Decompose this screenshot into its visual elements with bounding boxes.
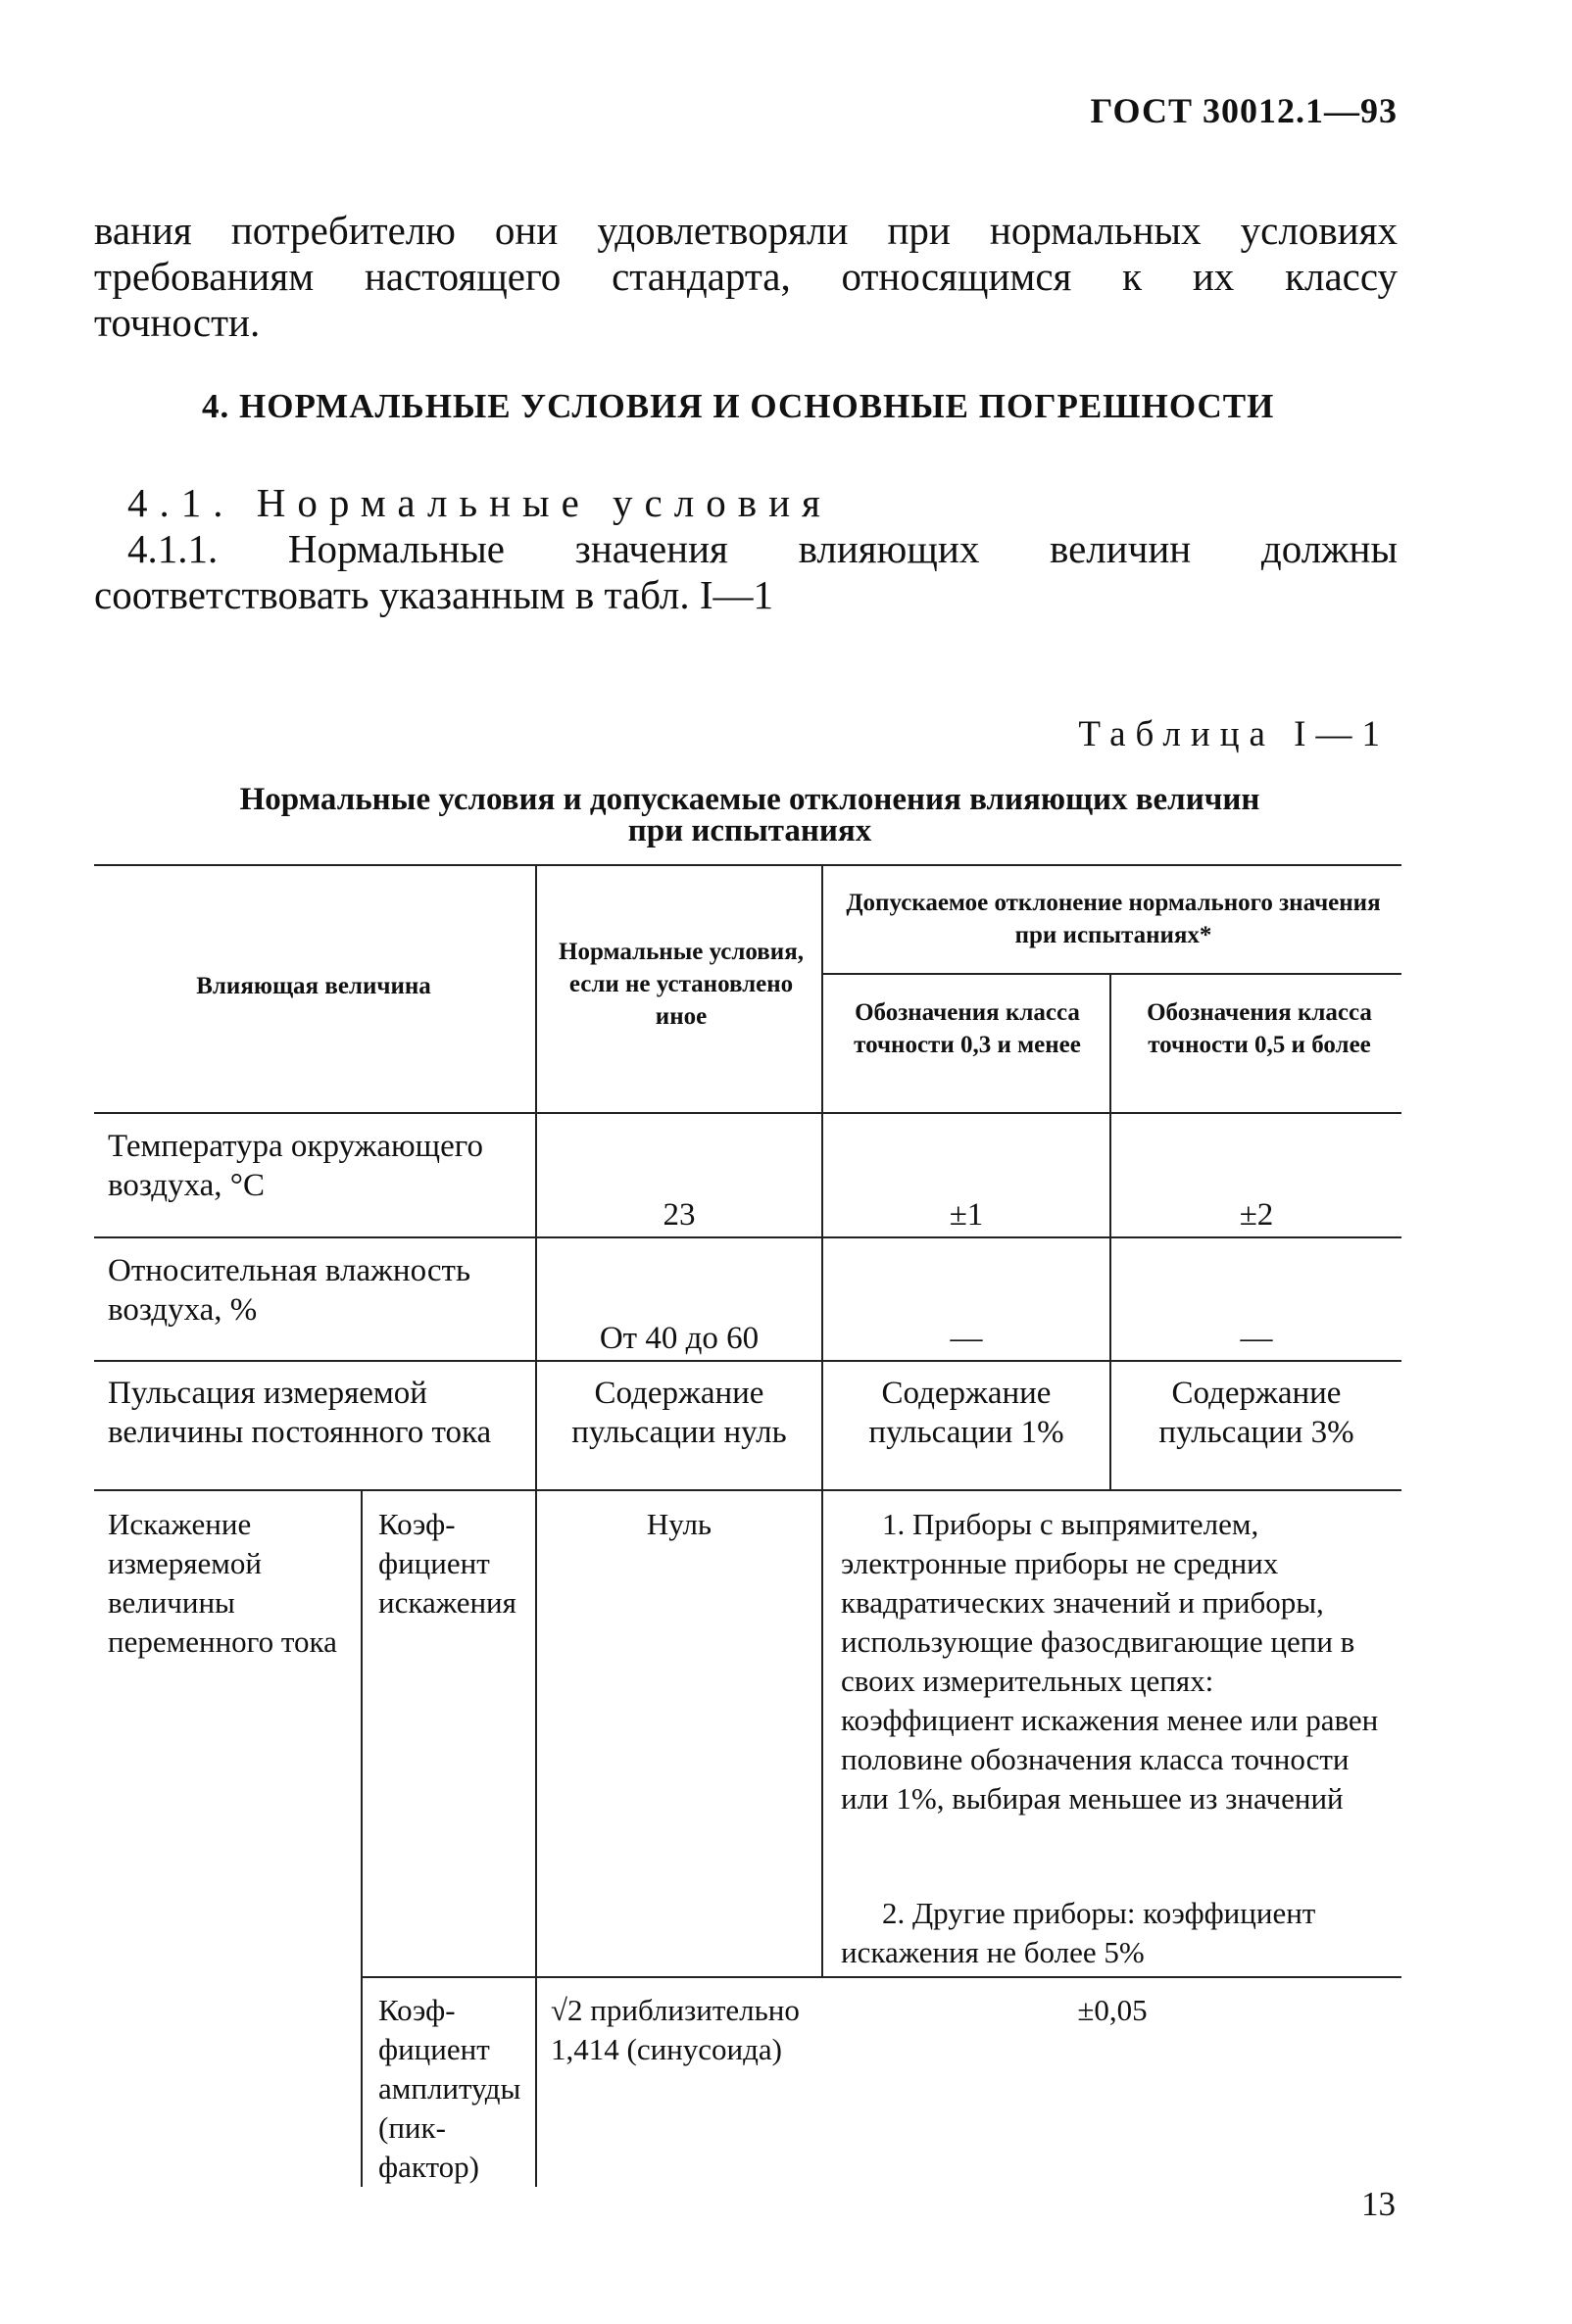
row-distortion-sub2-name: Коэффициент амплитуды (пикфактор): [378, 1993, 521, 2184]
row-rule-4: [361, 1976, 1401, 1978]
row-humidity-dev-low: —: [950, 1321, 983, 1356]
row-distortion-sub1-name: Коэффициент искажения: [378, 1507, 516, 1620]
header-class-low: Обозначения класса точности 0,3 и менее: [854, 999, 1081, 1058]
header-normal: Нормальные условия, если не установлено иное: [559, 939, 804, 1030]
col-rule-sub: [361, 1489, 363, 2187]
row-distortion-sub2-dev: ±0,05: [1077, 1993, 1148, 2027]
table-caption: [98, 784, 1401, 847]
row-distortion-name: Искажение измеряемой величины переменного тока: [108, 1507, 337, 1659]
row-temperature-normal: 23: [663, 1197, 696, 1233]
row-rule-1: [94, 1236, 1401, 1238]
header-bottom-rule: [94, 1112, 1401, 1114]
row-temperature-dev-high: ±2: [1239, 1197, 1274, 1233]
col-rule-2: [821, 864, 823, 1976]
page-number: 13: [1361, 2185, 1396, 2223]
section-title: 4. НОРМАЛЬНЫЕ УСЛОВИЯ И ОСНОВНЫЕ ПОГРЕШНОСТИ: [202, 387, 1275, 425]
row-ripple-dev-low: Содержание пульсации 1%: [868, 1376, 1064, 1450]
row-distortion-sub2-normal: √2 приблизительно 1,414 (синусоида): [551, 1993, 800, 2066]
table-top-rule: [94, 864, 1401, 866]
row-rule-2: [94, 1360, 1401, 1362]
header-sub-rule: [821, 973, 1401, 975]
table-label: Таблица I—1: [1078, 714, 1390, 754]
row-ripple-name: Пульсация измеряемой величины постоянного тока: [108, 1376, 492, 1450]
row-distortion-sub1-normal: Нуль: [646, 1507, 712, 1541]
clause-4-1-1-line-2: соответствовать указанным в табл. I—1: [94, 572, 774, 617]
row-humidity-normal: От 40 до 60: [599, 1321, 760, 1356]
intro-line-1: вания потребителю они удовлетворяли при нормальных условиях: [94, 208, 1398, 253]
row-ripple-normal: Содержание пульсации нуль: [571, 1376, 787, 1450]
row-humidity-dev-high: —: [1240, 1321, 1273, 1356]
row-humidity-name: Относительная влажность воздуха, %: [108, 1253, 471, 1328]
row-ripple-dev-high: Содержание пульсации 3%: [1158, 1376, 1354, 1450]
intro-line-3: точности.: [94, 300, 261, 345]
clause-4-1-1-line-1: 4.1.1. Нормальные значения влияющих величин должны: [127, 526, 1398, 571]
table-caption-line-2: при испытаниях: [627, 813, 872, 848]
row-distortion-sub1-note2: 2. Другие приборы: коэффициент искажения не более 5%: [841, 1896, 1316, 1969]
intro-line-2: требованиям настоящего стандарта, относящимся к их классу: [94, 254, 1398, 299]
row-temperature-name: Температура окружающего воздуха, °С: [108, 1129, 483, 1203]
header-deviation: Допускаемое отклонение нормального значения при испытаниях*: [846, 890, 1381, 948]
header-class-high: Обозначения класса точности 0,5 и более: [1147, 999, 1372, 1058]
document-code: ГОСТ 30012.1—93: [1090, 91, 1398, 130]
clause-4-1-title: 4.1. Нормальные условия: [127, 480, 832, 525]
table-caption-line-1: Нормальные условия и допускаемые отклонения влияющих величин: [239, 782, 1260, 817]
row-rule-3: [94, 1489, 1401, 1491]
row-temperature-dev-low: ±1: [949, 1197, 984, 1233]
header-quantity: Влияющая величина: [196, 973, 431, 999]
row-distortion-sub1-note1: 1. Приборы с выпрямителем, электронные приборы не средних квадратических значений и приборы, использующие фазосдвигающие цепи в своих измерительных цепях: коэффициент искажения менее или равен половине обозначения класса точности или 1%, выбирая меньшее из значений: [841, 1507, 1379, 1816]
